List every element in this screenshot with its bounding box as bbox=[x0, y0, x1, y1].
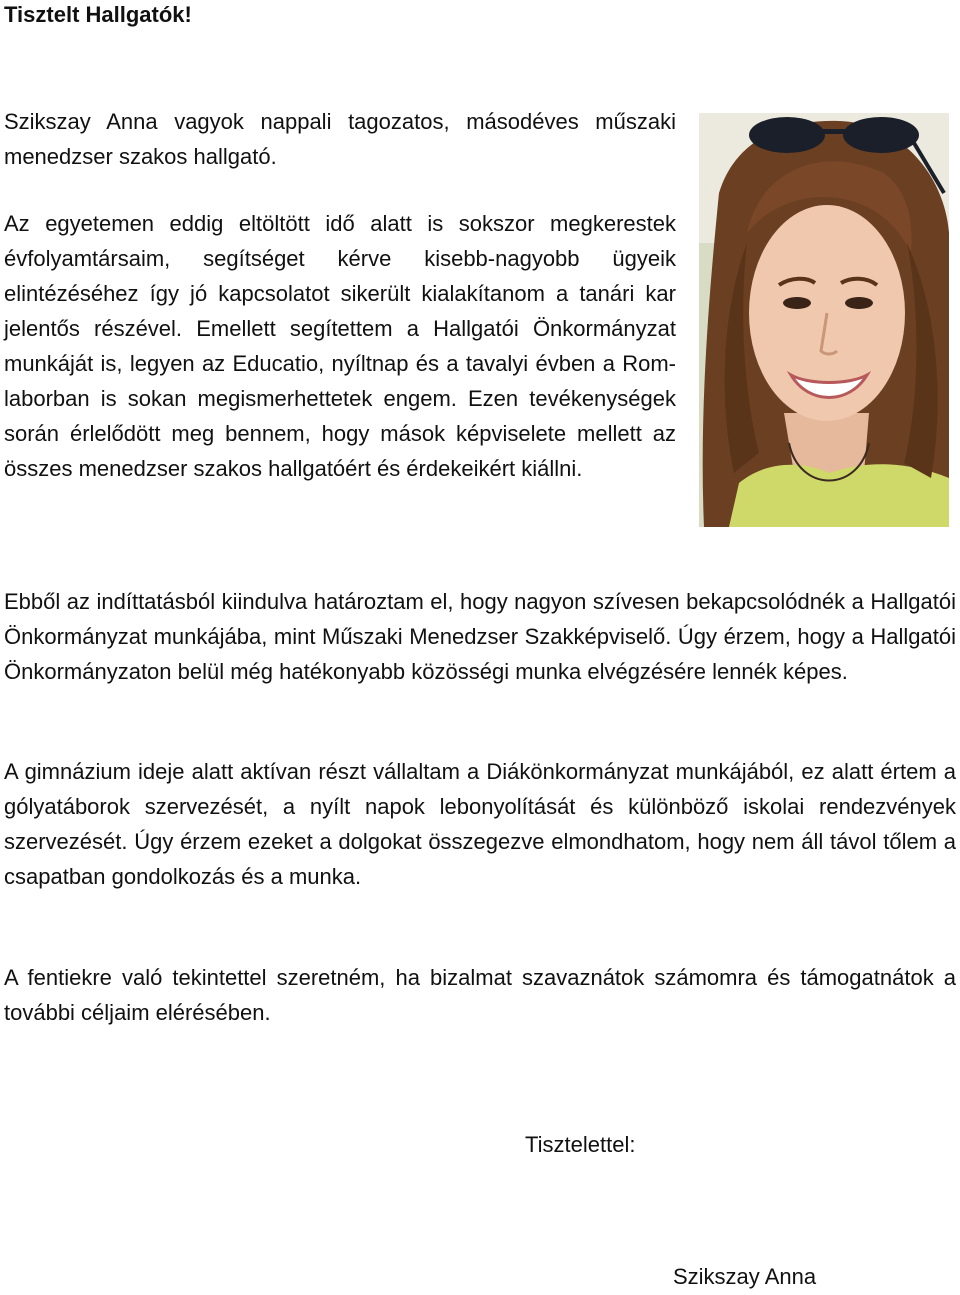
request-paragraph: A fentiekre való tekintettel szeretném, ha bizalmat szavaznátok számomra és támogatnátok a további céljaim elérésében. bbox=[4, 965, 956, 1025]
closing-phrase: Tisztelettel: bbox=[525, 1132, 636, 1157]
experience-paragraph: Az egyetemen eddig eltöltött idő alatt is sokszor megkerestek évfolyamtársaim, segítséget kérve kisebb-nagyobb ügyeik elintézéséhez így jó kapcsolatot sikerült kialakítanom a tanári kar jelentős részével. Emellett segítettem a Hallgatói Önkormányzat munkáját is, legyen az Educatio, nyíltnap és a tavalyi évben a Rom-laborban is sokan megismerhettetek engem. Ezen tevékenységek során érlelődött meg bennem, hogy mások képviselete mellett az összes menedzser szakos hallgatóért és érdekeikért kiállni. bbox=[4, 211, 676, 481]
greeting-heading: Tisztelt Hallgatók! bbox=[4, 2, 192, 27]
portrait-illustration bbox=[699, 113, 949, 527]
intro-paragraph: Szikszay Anna vagyok nappali tagozatos, másodéves műszaki menedzser szakos hallgató. bbox=[4, 109, 676, 169]
motivation-paragraph: Ebből az indíttatásból kiindulva határoztam el, hogy nagyon szívesen bekapcsolódnék a Hallgatói Önkormányzat munkájába, mint Műszaki Menedzser Szakképviselő. Úgy érzem, hogy a Hallgatói Önkormányzaton belül még hatékonyabb közösségi munka elvégzésére lennék képes. bbox=[4, 589, 956, 684]
school-experience-paragraph: A gimnázium ideje alatt aktívan részt vállaltam a Diákönkormányzat munkájából, ez alatt értem a gólyatáborok szervezését, a nyílt napok lebonyolítását és különböző iskolai rendezvények szervezését. Úgy érzem ezeket a dolgokat összegezve elmondhatom, hogy nem áll távol tőlem a csapatban gondolkozás és a munka. bbox=[4, 759, 956, 889]
signature-name: Szikszay Anna bbox=[673, 1264, 817, 1289]
portrait-photo bbox=[699, 113, 949, 527]
